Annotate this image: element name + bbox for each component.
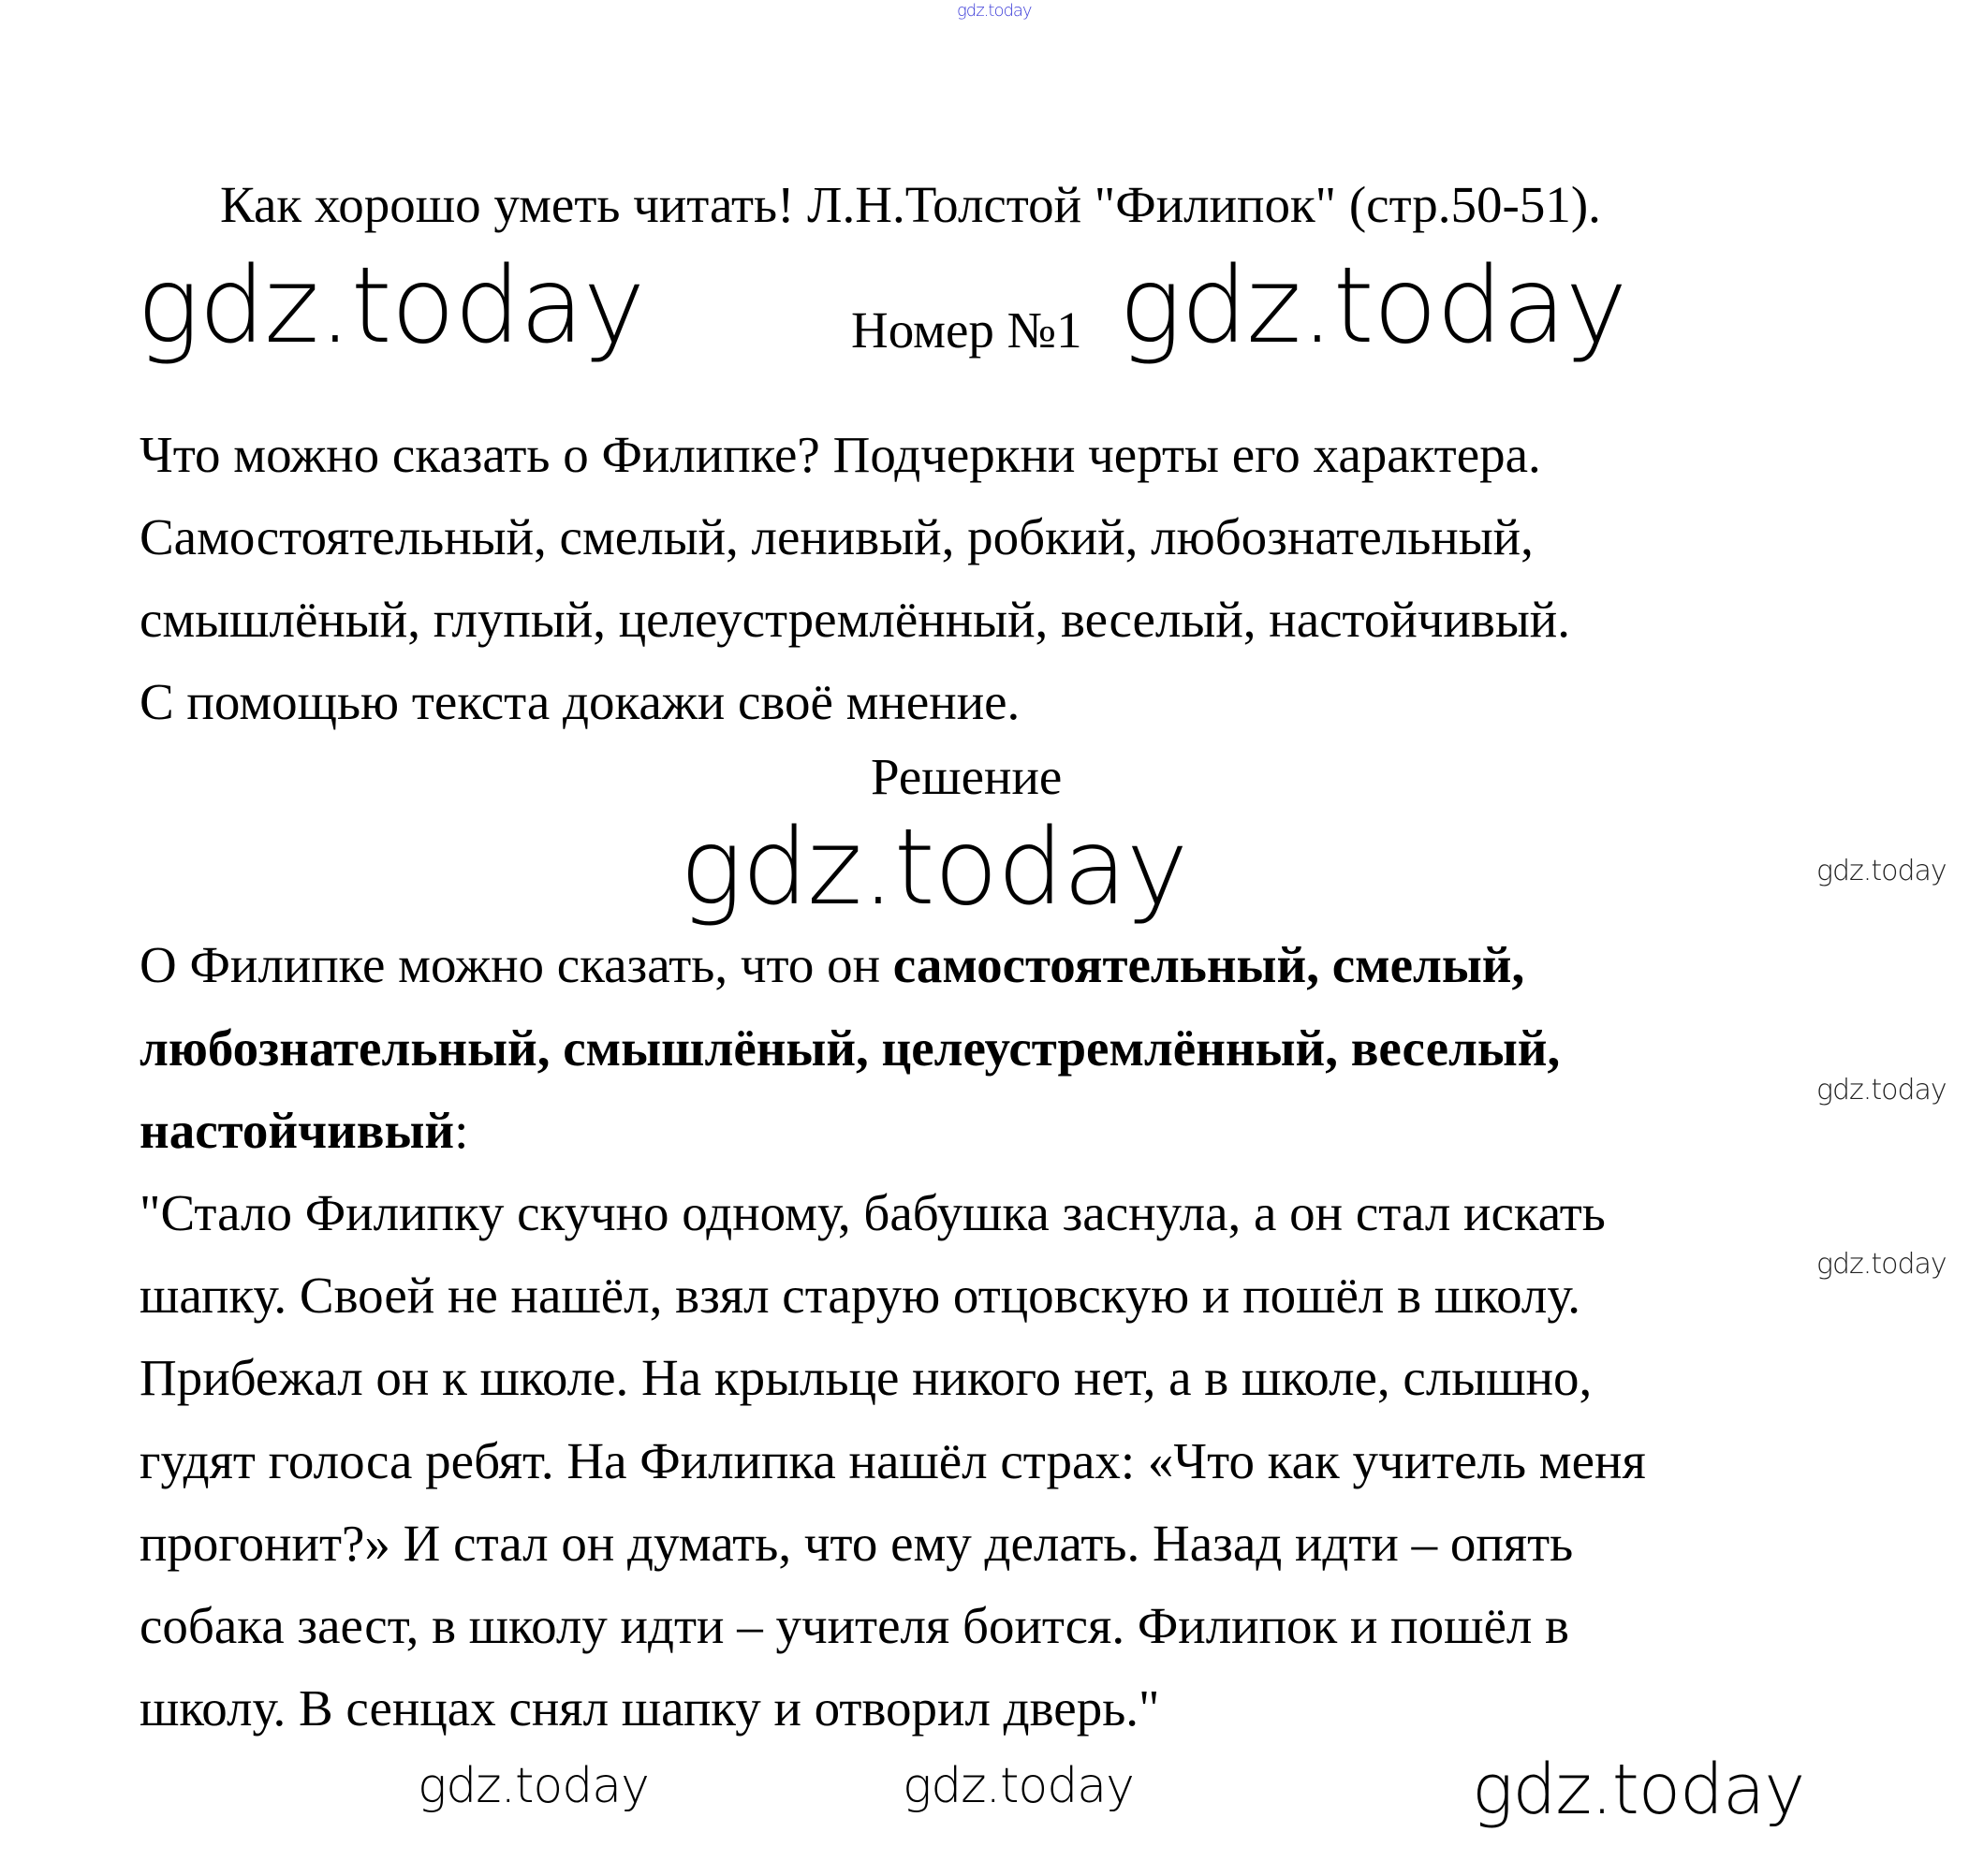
watermark-medium: gdz.today	[903, 1758, 1134, 1814]
watermark-small: gdz.today	[1816, 1074, 1947, 1107]
answer-traits: любознательный, смышлёный, целеустремлённый, веселый,	[140, 1019, 1561, 1077]
answer-colon: :	[454, 1102, 469, 1159]
watermark-medium: gdz.today	[418, 1758, 649, 1814]
question-line: смышлёный, глупый, целеустремлённый, веселый, настойчивый.	[140, 591, 1570, 648]
quote-line: собака заест, в школу идти – учителя боится. Филипок и пошёл в	[140, 1597, 1570, 1654]
watermark-large-right: gdz.today	[1119, 245, 1627, 367]
quote-line: шапку. Своей не нашёл, взял старую отцовскую и пошёл в школу.	[140, 1267, 1581, 1324]
watermark-small: gdz.today	[1816, 855, 1947, 887]
answer-traits: настойчивый	[140, 1102, 455, 1159]
quote-line: Прибежал он к школе. На крыльце никого нет, а в школе, слышно,	[140, 1349, 1593, 1406]
answer-line	[140, 932, 1524, 998]
answer-line	[140, 1098, 468, 1164]
exercise-number: Номер №1	[851, 301, 1082, 359]
watermark-large-bottom: gdz.today	[1472, 1750, 1805, 1830]
watermark-small: gdz.today	[1816, 1248, 1947, 1281]
quote-line: школу. В сенцах снял шапку и отворил дверь."	[140, 1679, 1160, 1737]
quote-line: прогонит?» И стал он думать, что ему делать. Назад идти – опять	[140, 1515, 1574, 1572]
watermark-large-center: gdz.today	[680, 807, 1188, 929]
solution-heading: Решение	[871, 748, 1063, 805]
answer-intro: О Филипке можно сказать, что он	[140, 936, 893, 993]
answer-traits: самостоятельный, смелый,	[892, 936, 1525, 993]
quote-line: гудят голоса ребят. На Филипка нашёл страх: «Что как учитель меня	[140, 1432, 1646, 1489]
answer-line	[140, 1016, 1560, 1081]
page-title: Как хорошо уметь читать! Л.Н.Толстой "Филипок" (стр.50-51).	[220, 176, 1601, 233]
watermark-top: gdz.today	[957, 1, 1032, 21]
question-line: Самостоятельный, смелый, ленивый, робкий, любознательный,	[140, 508, 1534, 565]
question-line: Что можно сказать о Филипке? Подчеркни черты его характера.	[140, 426, 1541, 483]
watermark-large-left: gdz.today	[137, 245, 645, 367]
quote-line: "Стало Филипку скучно одному, бабушка заснула, а он стал искать	[140, 1184, 1606, 1241]
question-line: С помощью текста докажи своё мнение.	[140, 673, 1021, 730]
